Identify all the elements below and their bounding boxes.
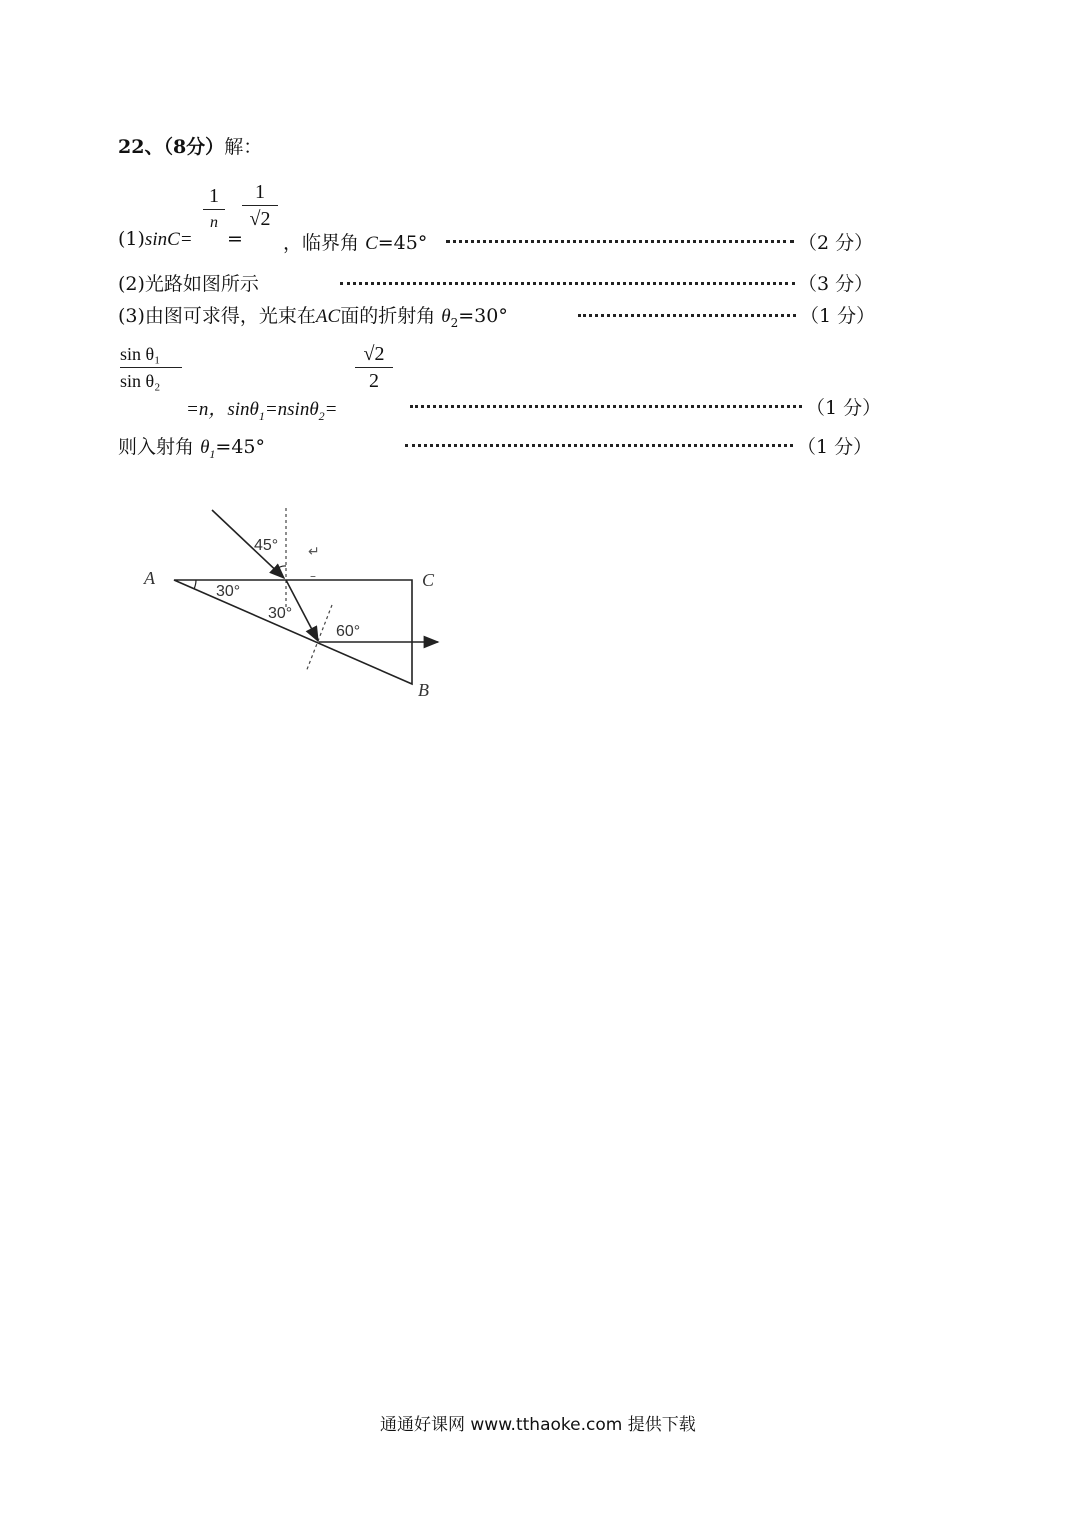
step3-line <box>118 301 508 330</box>
page-footer: 通通好课网 www.tthaoke.com 提供下载 <box>380 1415 696 1435</box>
step4-leader-dots <box>410 405 802 408</box>
step2-leader-dots <box>340 282 795 285</box>
angle-label-45: 45° <box>254 537 279 554</box>
step1-lhs: sinC= <box>144 229 193 250</box>
question-number: 22、 <box>118 136 164 158</box>
step2-text: (2)光路如图所示 <box>118 273 259 295</box>
step4-score: （1 分） <box>806 397 882 419</box>
step4-text2: =nsinθ <box>264 399 319 420</box>
step2-score: （3 分） <box>798 273 874 295</box>
frac2-numerator: 1 <box>255 181 265 203</box>
step5-sub: 1 <box>209 446 216 461</box>
step1-prefix: (1) <box>118 228 145 250</box>
step4-frac-bar <box>120 367 182 368</box>
step3-value: =30° <box>458 305 508 327</box>
normal-line-hypotenuse <box>306 605 332 672</box>
step4-frac-denominator: sin θ₂ <box>120 371 161 391</box>
step4-frac-numerator: sin θ₁ <box>120 344 161 364</box>
prism-outline <box>174 580 412 684</box>
step5-text: 则入射角 <box>118 436 195 458</box>
step3-text-b: 面的折射角 <box>340 305 436 327</box>
step3-text-a: (3)由图可求得，光束在 <box>118 305 316 327</box>
question-heading <box>118 132 262 159</box>
frac1-denominator: n <box>210 214 218 231</box>
step5-leader-dots <box>405 444 793 447</box>
step1-equals: = <box>227 228 243 250</box>
step4-frac2-bar <box>355 367 393 368</box>
step4-frac2-denominator: 2 <box>369 370 379 392</box>
step4-fraction-sin-ratio <box>120 342 182 393</box>
step3-var: AC <box>315 306 341 327</box>
label-a: A <box>144 568 155 588</box>
frac2-denominator: √2 <box>249 208 271 230</box>
light-path-diagram <box>130 500 470 710</box>
step1-leader-dots <box>446 240 794 243</box>
step5-value: =45° <box>215 436 266 458</box>
step3-sub: 2 <box>450 315 459 330</box>
step1-var: C <box>365 233 378 254</box>
step1-text: ，临界角 <box>283 232 360 254</box>
step1-value: =45° <box>377 232 428 254</box>
step1-line <box>118 228 193 251</box>
dash-mark: – <box>310 569 316 583</box>
angle-arc-30-apex <box>194 580 196 589</box>
step5-score: （1 分） <box>797 436 873 458</box>
solution-label: 解： <box>224 136 263 158</box>
step5-theta: θ <box>200 437 210 458</box>
step3-leader-dots <box>578 314 796 317</box>
step4-fraction-root2-over-2 <box>355 342 393 393</box>
return-mark: ↵ <box>308 544 320 560</box>
step1-score: （2 分） <box>798 232 874 254</box>
step4-sub2: 2 <box>318 408 325 423</box>
step3-theta: θ <box>441 306 451 327</box>
angle-label-60: 60° <box>336 623 361 640</box>
label-b: B <box>418 680 429 700</box>
label-c: C <box>422 570 435 590</box>
step4-sub1: 1 <box>258 408 265 423</box>
step4-text: =n，sinθ <box>186 399 259 420</box>
frac1-numerator: 1 <box>209 185 219 207</box>
step1-fraction-1-over-n <box>203 184 225 235</box>
angle-label-30-inner: 30° <box>268 605 293 622</box>
angle-arc-45 <box>276 566 286 570</box>
step1-critical-angle <box>283 228 427 255</box>
frac1-bar <box>203 209 225 210</box>
step5-line <box>118 432 265 462</box>
question-points: （8分） <box>163 136 225 158</box>
step4-equation <box>186 394 337 424</box>
step4-frac2-numerator: √2 <box>363 343 385 365</box>
step1-fraction-1-over-root2 <box>242 180 278 231</box>
frac2-bar <box>242 205 278 206</box>
angle-label-30-apex: 30° <box>216 583 241 600</box>
step4-text3: = <box>324 399 338 420</box>
step3-score: （1 分） <box>800 305 876 327</box>
